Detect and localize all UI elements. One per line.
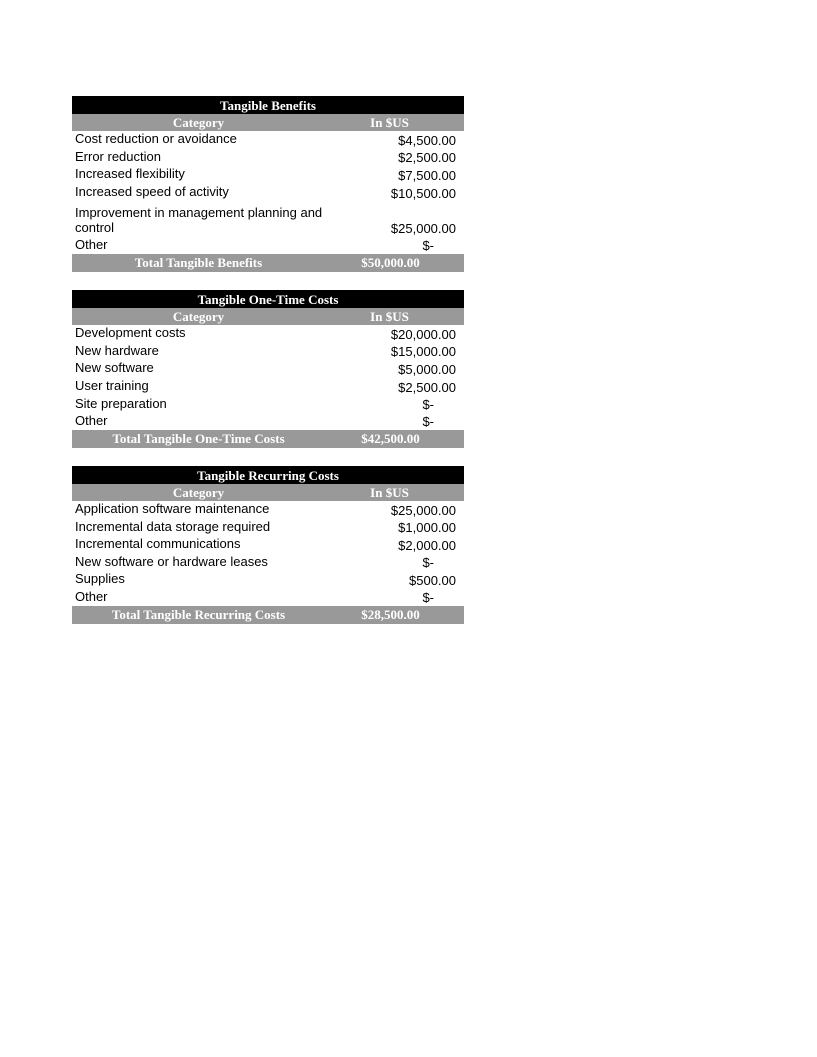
table-row (72, 571, 464, 589)
row-label: Cost reduction or avoidance (75, 131, 237, 146)
table-total-row (72, 606, 464, 624)
row-value: $- (422, 397, 434, 412)
table-title: Tangible Recurring Costs (72, 466, 464, 484)
tangible-one-time-costs-table (72, 290, 464, 448)
table-row (72, 501, 464, 519)
total-label: Total Tangible Recurring Costs (111, 607, 286, 622)
table-row (72, 554, 464, 571)
table-title: Tangible One-Time Costs (72, 290, 464, 308)
table-row (72, 202, 464, 237)
tangible-benefits-table (72, 96, 464, 272)
row-value: $20,000.00 (390, 327, 456, 342)
amount-header: In $US (370, 309, 409, 324)
row-label: Development costs (75, 325, 186, 340)
row-value: $2,000.00 (398, 538, 456, 553)
row-value: $- (422, 555, 434, 570)
row-label: New hardware (75, 343, 159, 358)
category-header: Category (172, 115, 225, 130)
row-value: $10,500.00 (390, 186, 456, 201)
category-header: Category (172, 485, 225, 500)
row-value: $2,500.00 (398, 380, 456, 395)
table-row (72, 131, 464, 149)
total-value: $42,500.00 (361, 431, 420, 446)
table-row (72, 166, 464, 184)
row-label: Application software maintenance (75, 501, 270, 516)
table-row (72, 360, 464, 378)
row-label: Error reduction (75, 149, 161, 164)
table-title: Tangible Benefits (72, 96, 464, 114)
table-row (72, 343, 464, 360)
row-label: User training (75, 378, 149, 393)
row-label: Other (75, 413, 108, 428)
row-value: $500.00 (409, 573, 456, 588)
table-row (72, 237, 464, 254)
table-row (72, 413, 464, 430)
table-row (72, 589, 464, 606)
table-total-row (72, 430, 464, 448)
total-value: $28,500.00 (361, 607, 420, 622)
table-total-row (72, 254, 464, 272)
table-row (72, 184, 464, 202)
table-row (72, 519, 464, 536)
table-row (72, 536, 464, 554)
total-value: $50,000.00 (361, 255, 420, 270)
row-label: Site preparation (75, 396, 167, 411)
row-value: $25,000.00 (390, 503, 456, 518)
row-label: New software or hardware leases (75, 554, 268, 569)
total-label: Total Tangible One-Time Costs (112, 431, 285, 446)
tangible-recurring-costs-table (72, 466, 464, 624)
row-value: $1,000.00 (398, 520, 456, 535)
row-value: $15,000.00 (390, 344, 456, 359)
table-row (72, 378, 464, 396)
total-label: Total Tangible Benefits (134, 255, 263, 270)
row-value: $7,500.00 (398, 168, 456, 183)
row-label: Supplies (75, 571, 125, 586)
row-value: $4,500.00 (398, 133, 456, 148)
row-label: Increased flexibility (75, 166, 185, 181)
amount-header: In $US (370, 115, 409, 130)
table-row (72, 149, 464, 166)
row-value: $5,000.00 (398, 362, 456, 377)
row-label: Improvement in management planning and control (75, 205, 323, 235)
row-label: New software (75, 360, 154, 375)
table-row (72, 325, 464, 343)
amount-header: In $US (370, 485, 409, 500)
row-value: $- (422, 238, 434, 253)
row-value: $- (422, 414, 434, 429)
row-value: $2,500.00 (398, 150, 456, 165)
row-label: Other (75, 237, 108, 252)
table-header (72, 114, 464, 131)
table-row (72, 396, 464, 413)
row-label: Incremental communications (75, 536, 241, 551)
row-label: Increased speed of activity (75, 184, 229, 199)
row-label: Other (75, 589, 108, 604)
table-header (72, 308, 464, 325)
table-header (72, 484, 464, 501)
row-value: $25,000.00 (390, 221, 456, 236)
row-value: $- (422, 590, 434, 605)
category-header: Category (172, 309, 225, 324)
row-label: Incremental data storage required (75, 519, 271, 534)
